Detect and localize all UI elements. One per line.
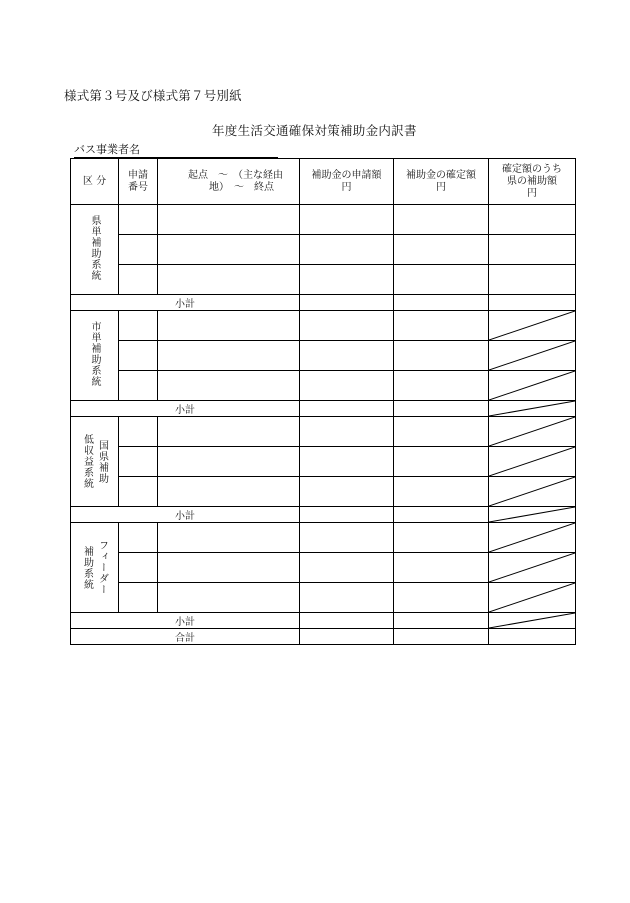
- subtotal-application-amount[interactable]: [300, 295, 394, 311]
- route-cell[interactable]: [158, 235, 300, 265]
- subtotal-row: [71, 613, 576, 629]
- table-row: [71, 265, 576, 295]
- application-number-cell[interactable]: [119, 523, 158, 553]
- subtotal-application-amount[interactable]: [300, 401, 394, 417]
- route-cell[interactable]: [158, 417, 300, 447]
- table-row: [71, 341, 576, 371]
- subtotal-prefecture-share[interactable]: [489, 295, 576, 311]
- table-row: [71, 447, 576, 477]
- crossed-out-cell: [489, 523, 576, 553]
- subtotal-row: [71, 295, 576, 311]
- crossed-out-cell: [489, 417, 576, 447]
- route-cell[interactable]: [158, 523, 300, 553]
- subtotal-row: [71, 507, 576, 523]
- total-prefecture-share[interactable]: [489, 629, 576, 645]
- application-amount-cell[interactable]: [300, 371, 394, 401]
- application-number-cell[interactable]: [119, 265, 158, 295]
- crossed-out-cell: [489, 311, 576, 341]
- table-row: [71, 477, 576, 507]
- route-cell[interactable]: [158, 265, 300, 295]
- application-amount-cell[interactable]: [300, 477, 394, 507]
- category-header: 区 分: [71, 159, 119, 205]
- application-number-cell[interactable]: [119, 341, 158, 371]
- subtotal-label: 小計: [71, 295, 300, 311]
- application-number-cell[interactable]: [119, 205, 158, 235]
- application-number-cell[interactable]: [119, 371, 158, 401]
- application-number-cell[interactable]: [119, 553, 158, 583]
- application-amount-cell[interactable]: [300, 311, 394, 341]
- crossed-out-cell: [489, 371, 576, 401]
- subtotal-confirmed-amount[interactable]: [394, 507, 489, 523]
- route-cell[interactable]: [158, 205, 300, 235]
- application-number-cell[interactable]: [119, 477, 158, 507]
- application-amount-cell[interactable]: [300, 235, 394, 265]
- crossed-out-cell: [489, 341, 576, 371]
- breakdown-table: [70, 158, 576, 645]
- subtotal-confirmed-amount[interactable]: [394, 613, 489, 629]
- crossed-out-cell: [489, 507, 576, 523]
- subtotal-label: 小計: [71, 507, 300, 523]
- application-number-cell[interactable]: [119, 311, 158, 341]
- section-label: 補助系統 フィーダー: [71, 523, 119, 613]
- table-row: [71, 235, 576, 265]
- subtotal-application-amount[interactable]: [300, 507, 394, 523]
- section-label: 市単補助系統: [71, 311, 119, 401]
- application-number-cell[interactable]: [119, 583, 158, 613]
- subtotal-application-amount[interactable]: [300, 613, 394, 629]
- application-amount-header: 補助金の申請額 円: [300, 159, 394, 205]
- route-cell[interactable]: [158, 477, 300, 507]
- total-row: [71, 629, 576, 645]
- crossed-out-cell: [489, 553, 576, 583]
- confirmed-amount-cell[interactable]: [394, 523, 489, 553]
- route-cell[interactable]: [158, 447, 300, 477]
- crossed-out-cell: [489, 477, 576, 507]
- application-amount-cell[interactable]: [300, 553, 394, 583]
- application-number-cell[interactable]: [119, 447, 158, 477]
- confirmed-amount-cell[interactable]: [394, 341, 489, 371]
- subtotal-label: 小計: [71, 613, 300, 629]
- confirmed-amount-cell[interactable]: [394, 265, 489, 295]
- prefecture-share-cell[interactable]: [489, 205, 576, 235]
- prefecture-share-header: 確定額のうち 県の補助額 円: [489, 159, 576, 205]
- application-amount-cell[interactable]: [300, 417, 394, 447]
- subtotal-confirmed-amount[interactable]: [394, 401, 489, 417]
- confirmed-amount-cell[interactable]: [394, 553, 489, 583]
- table-row: [71, 553, 576, 583]
- form-number: 様式第３号及び様式第７号別紙: [64, 88, 242, 103]
- crossed-out-cell: [489, 447, 576, 477]
- application-amount-cell[interactable]: [300, 205, 394, 235]
- application-amount-cell[interactable]: [300, 341, 394, 371]
- confirmed-amount-cell[interactable]: [394, 235, 489, 265]
- route-cell[interactable]: [158, 311, 300, 341]
- route-header: 起点 〜 （主な経由 地） 〜 終点: [158, 159, 300, 205]
- route-cell[interactable]: [158, 371, 300, 401]
- confirmed-amount-cell[interactable]: [394, 311, 489, 341]
- confirmed-amount-cell[interactable]: [394, 417, 489, 447]
- table-row: [71, 583, 576, 613]
- total-label: 合計: [71, 629, 300, 645]
- table-row: [71, 371, 576, 401]
- prefecture-share-cell[interactable]: [489, 265, 576, 295]
- route-cell[interactable]: [158, 583, 300, 613]
- header-row: [71, 159, 576, 205]
- table-row: [71, 523, 576, 553]
- subtotal-confirmed-amount[interactable]: [394, 295, 489, 311]
- subtotal-row: [71, 401, 576, 417]
- total-application-amount[interactable]: [300, 629, 394, 645]
- document-title: 年度生活交通確保対策補助金内訳書: [212, 123, 417, 138]
- confirmed-amount-header: 補助金の確定額 円: [394, 159, 489, 205]
- application-amount-cell[interactable]: [300, 265, 394, 295]
- application-amount-cell[interactable]: [300, 523, 394, 553]
- confirmed-amount-cell[interactable]: [394, 583, 489, 613]
- confirmed-amount-cell[interactable]: [394, 371, 489, 401]
- section-label: 県単補助系統: [71, 205, 119, 295]
- route-cell[interactable]: [158, 553, 300, 583]
- crossed-out-cell: [489, 401, 576, 417]
- table-row: [71, 417, 576, 447]
- subtotal-label: 小計: [71, 401, 300, 417]
- route-cell[interactable]: [158, 341, 300, 371]
- prefecture-share-cell[interactable]: [489, 235, 576, 265]
- table-row: [71, 205, 576, 235]
- crossed-out-cell: [489, 583, 576, 613]
- crossed-out-cell: [489, 613, 576, 629]
- bus-operator-name-field[interactable]: バス事業者名: [74, 143, 278, 158]
- total-confirmed-amount[interactable]: [394, 629, 489, 645]
- application-number-cell[interactable]: [119, 417, 158, 447]
- confirmed-amount-cell[interactable]: [394, 205, 489, 235]
- section-label: 低収益系統 国県補助: [71, 417, 119, 507]
- table-row: [71, 311, 576, 341]
- confirmed-amount-cell[interactable]: [394, 447, 489, 477]
- application-amount-cell[interactable]: [300, 447, 394, 477]
- confirmed-amount-cell[interactable]: [394, 477, 489, 507]
- application-amount-cell[interactable]: [300, 583, 394, 613]
- application-number-cell[interactable]: [119, 235, 158, 265]
- application-number-header: 申請 番号: [119, 159, 158, 205]
